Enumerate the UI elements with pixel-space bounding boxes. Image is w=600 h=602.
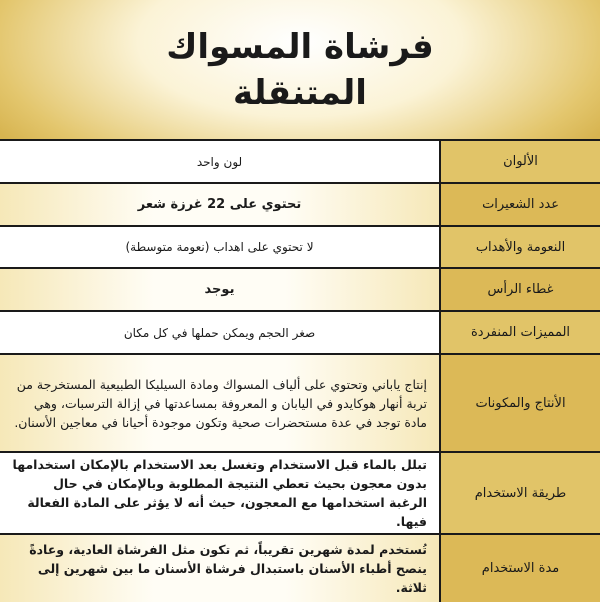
features-label: المميزات المنفردة [441, 312, 600, 353]
bristles-label: عدد الشعيرات [441, 184, 600, 225]
table-row-colors [0, 141, 600, 184]
table-row-production [0, 355, 600, 453]
colors-label: الألوان [441, 141, 600, 182]
head-cover-value: يوجد [0, 269, 441, 310]
colors-value: لون واحد [0, 141, 441, 182]
bristles-value: تحتوي على 22 غرزة شعر [0, 184, 441, 225]
table-row-features [0, 312, 600, 355]
usage-method-label: طريقة الاستخدام [441, 453, 600, 533]
usage-method-value: تبلل بالماء قبل الاستخدام وتغسل بعد الاستخدام بالإمكان استخدامها بدون معجون بحيث تعطي النتيجة المطلوبة وبالإمكان في حال الرغبة استخدامها مع المعجون، حيث أنه لا يؤثر على المادة الفعالة فيها. [0, 453, 441, 533]
softness-label: النعومة والأهداب [441, 227, 600, 267]
production-value: إنتاج ياباني وتحتوي على ألياف المسواك ومادة السيليكا الطبيعية المستخرجة من تربة أنهار هوكايدو في اليابان و المعروفة بمساعدتها في إزالة الترسبات، وهي مادة توجد في عدة مستحضرات صحية وتكون موجودة أحيانا في معاجين الأسنان. [0, 355, 441, 451]
title-line-2: المتنقلة [233, 72, 367, 113]
usage-duration-label: مدة الاستخدام [441, 535, 600, 602]
specs-table [0, 139, 600, 600]
head-cover-label: غطاء الرأس [441, 269, 600, 310]
usage-duration-value: تُستخدم لمدة شهرين تقريباً، ثم تكون مثل الفرشاة العادية، وعادةً ينصح أطباء الأسنان باستبدال فرشاة الأسنان ما بين شهرين إلى ثلاثة. [0, 535, 441, 602]
table-row-softness [0, 227, 600, 269]
table-row-bristles [0, 184, 600, 227]
softness-value: لا تحتوي على اهداب (نعومة متوسطة) [0, 227, 441, 267]
table-row-head-cover [0, 269, 600, 312]
title-line-1: فرشاة المسواك [166, 26, 434, 67]
features-value: صغر الحجم ويمكن حملها في كل مكان [0, 312, 441, 353]
table-row-usage-method [0, 453, 600, 535]
table-row-usage-duration [0, 535, 600, 602]
header-banner [0, 0, 600, 139]
production-label: الأنتاج والمكونات [441, 355, 600, 451]
